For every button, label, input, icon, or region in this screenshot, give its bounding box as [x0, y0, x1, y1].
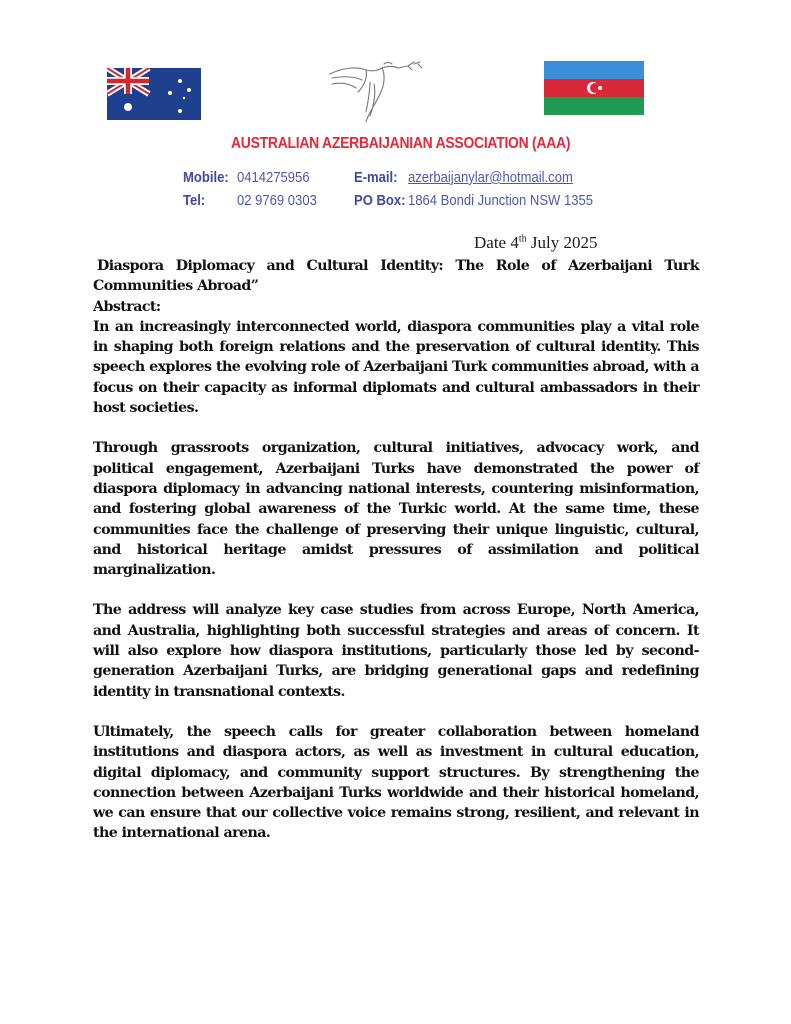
azerbaijan-flag-icon [544, 61, 644, 115]
date-prefix: Date 4 [474, 233, 519, 252]
mobile-value: 0414275956 [237, 170, 310, 186]
contact-pobox [354, 193, 593, 209]
dove-logo-icon [322, 60, 426, 124]
mobile-label: Mobile: [183, 170, 229, 186]
paragraph-3: The address will analyze key case studies from across Europe, North America, and Australia, highlighting both successful strategies and areas of concern. It will also explore how diaspora institutions, particularly those led by second-generation Azerbaijani Turks, are bridging generational gaps and redefining identity in transnational contexts. [93, 602, 699, 700]
australia-flag-icon [107, 68, 201, 120]
paragraph-1: In an increasingly interconnected world, diaspora communities play a vital role in shaping both foreign relations and the preservation of cultural identity. This speech explores the evolving role of Azerbaijani Turk communities abroad, with a focus on their capacity as informal diplomats and cultural ambassadors in their host societies. [93, 318, 699, 417]
contact-email [354, 170, 573, 186]
email-link[interactable]: azerbaijanylar@hotmail.com [408, 170, 573, 186]
date-ordinal: th [518, 233, 527, 245]
document-date [474, 233, 597, 253]
paragraph-4: Ultimately, the speech calls for greater collaboration between homeland institutions and diaspora actors, as well as investment in cultural education, digital diplomacy, and community support structures. By strengthening the connection between Azerbaijani Turks worldwide and their historical homeland, we can ensure that our collective voice remains strong, resilient, and relevant in the international arena. [93, 723, 699, 842]
date-rest: July 2025 [526, 233, 598, 252]
organization-name: AUSTRALIAN AZERBAIJANIAN ASSOCIATION (AAA) [231, 135, 571, 152]
document-body [93, 256, 699, 844]
document-title: Diaspora Diplomacy and Cultural Identity: The Role of Azerbaijani Turk Communities Abroad” [93, 258, 699, 295]
email-label: E-mail: [354, 170, 398, 186]
contact-tel [183, 193, 317, 209]
tel-value: 02 9769 0303 [237, 193, 317, 209]
pobox-value: 1864 Bondi Junction NSW 1355 [408, 193, 594, 209]
contact-mobile [183, 170, 310, 186]
tel-label: Tel: [183, 193, 206, 209]
pobox-label: PO Box: [354, 193, 406, 209]
paragraph-2: Through grassroots organization, cultural initiatives, advocacy work, and political engagement, Azerbaijani Turks have demonstrated the power of diaspora diplomacy in advancing national interests, countering misinformation, and fostering global awareness of the Turkic world. At the same time, these communities face the challenge of preserving their unique linguistic, cultural, and historical heritage amidst pressures of assimilation and political marginalization. [93, 440, 699, 579]
abstract-heading: Abstract: [93, 298, 161, 315]
